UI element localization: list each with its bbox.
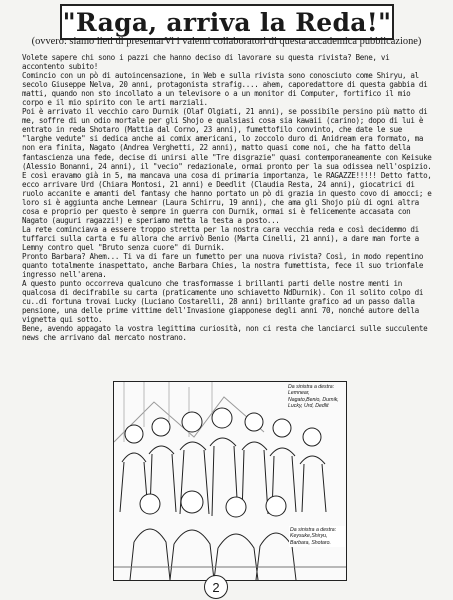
caption-names: Lemnear, Nagato,Benio, Durnik, Lucky, Urd, Dedlit <box>288 390 339 410</box>
group-illustration <box>113 381 347 581</box>
caption-heading: Da sinistra a destra: <box>288 384 335 390</box>
paragraph: La rete cominciava a essere troppo stretta per la nostra cara vecchia reda e così decidemmo di tuffarci sulla carta e fu allora che arrivò Benio (Marta Cinelli, 21 anni), a dare man forte a Lemny contro quel "Bruto senza cuore" di Durnik. <box>22 224 419 252</box>
page-subtitle: (ovvero: siamo lieti di presentarVi i valenti collaboratori di questa accademica pubblicazione) <box>31 36 422 47</box>
caption-bottom-right <box>289 526 345 547</box>
page-number: 2 <box>204 575 228 599</box>
group-drawing <box>114 382 346 580</box>
paragraph: Comincio con un pò di autoincensazione, in Web e sulla rivista sono conosciuto come Shiryu, al secolo Giuseppe Nelva, 20 anni, protagonista strafig.... ahem, caporedattore di questa gabbia di matti, quando non sto incollato a un televisore o a un monitor di Computer, fortifico il mio corpo e il mio spirito con le arti marziali. <box>22 71 428 108</box>
paragraph: A questo punto occorreva qualcuno che trasformasse i brillanti parti delle nostre menti in qualcosa di decifrabile su carta (praticamente uno schiavetto NdDurnik). Con il solito colpo di cu..di fortuna trovai Lucky (Luciano Costarelli, 28 anni) brillante grafico ad un passo dalla pensione, una delle prime vittime dell'Invasione giapponese degli anni 70, nonché autore della vignetta qui sotto. <box>22 279 424 325</box>
paragraph: Bene, avendo appagato la vostra legittima curiosità, non ci resta che lanciarci sulle succulente news che arrivano dal mercato nostrano. <box>22 324 428 343</box>
title-banner <box>60 4 394 40</box>
paragraph: Volete sapere chi sono i pazzi che hanno deciso di lavorare su questa rivista? Bene, vi accontento subito! <box>22 53 390 72</box>
paragraph: E così eravamo già in 5, ma mancava una cosa di primaria importanza, le RAGAZZE!!!!! Detto fatto, ecco arrivare Urd (Chiara Montosi, 21 anni) e Deedlit (Claudia Resta, 24 anni), giocatrici di ruolo accanite e amanti del fantasy che hanno portato un pò di grazia in questo covo di amocci; e loro si è aggiunta anche Lemnear (Laura Schirru, 19 anni), che ama gli Shojo più di ogni altra cosa e proprio per questo è sempre in guerra con Durnik, ormai si è felicemente accasata con Nagato (auguri ragazzi!) e speriamo metta la testa a posto... <box>22 170 432 225</box>
caption-heading: Da sinistra a destra: <box>290 527 337 533</box>
caption-top-right <box>288 384 343 410</box>
paragraph: Pronto Barbara? Ahem... Ti va di fare un fumetto per una nuova rivista? Così, in modo repentino quanto totalmente inaspettato, anche Barbara Chies, la nostra fumettista, fece il suo trionfale ingresso nell'arena. <box>22 252 424 280</box>
paragraph: Poi è arrivato il vecchio caro Durnik (Olaf Olgiati, 21 anni), se possibile persino più matto di me, soffre di un odio mortale per gli Shojo e qualsiasi cosa sia kawaii (carino); dopo di lui è entrato in reda Shotaro (Mattia dal Corno, 23 anni), fumettofilo convinto, che date le sue "larghe vedute" si dedica anche ai comix americani, lo zoccolo duro di Anidream era formato, ma non era finita, Nagato (Andrea Verghetti, 22 anni), matto quasi come noi, che ha fatto della fantascienza una fede, decise di unirsi alle "Tre disgrazie" quasi contemporaneamente con Keisuke (Alessio Bonanni, 24 anni), il "vecio" redazionale, ormai pronto per la sua odissea nell'ospizio. <box>22 107 432 171</box>
page-title: "Raga, arriva la Reda!" <box>62 7 392 37</box>
caption-names: Keysuke,Shiryu, Barbara, Shotaro. <box>290 533 331 546</box>
article-body <box>22 53 434 343</box>
